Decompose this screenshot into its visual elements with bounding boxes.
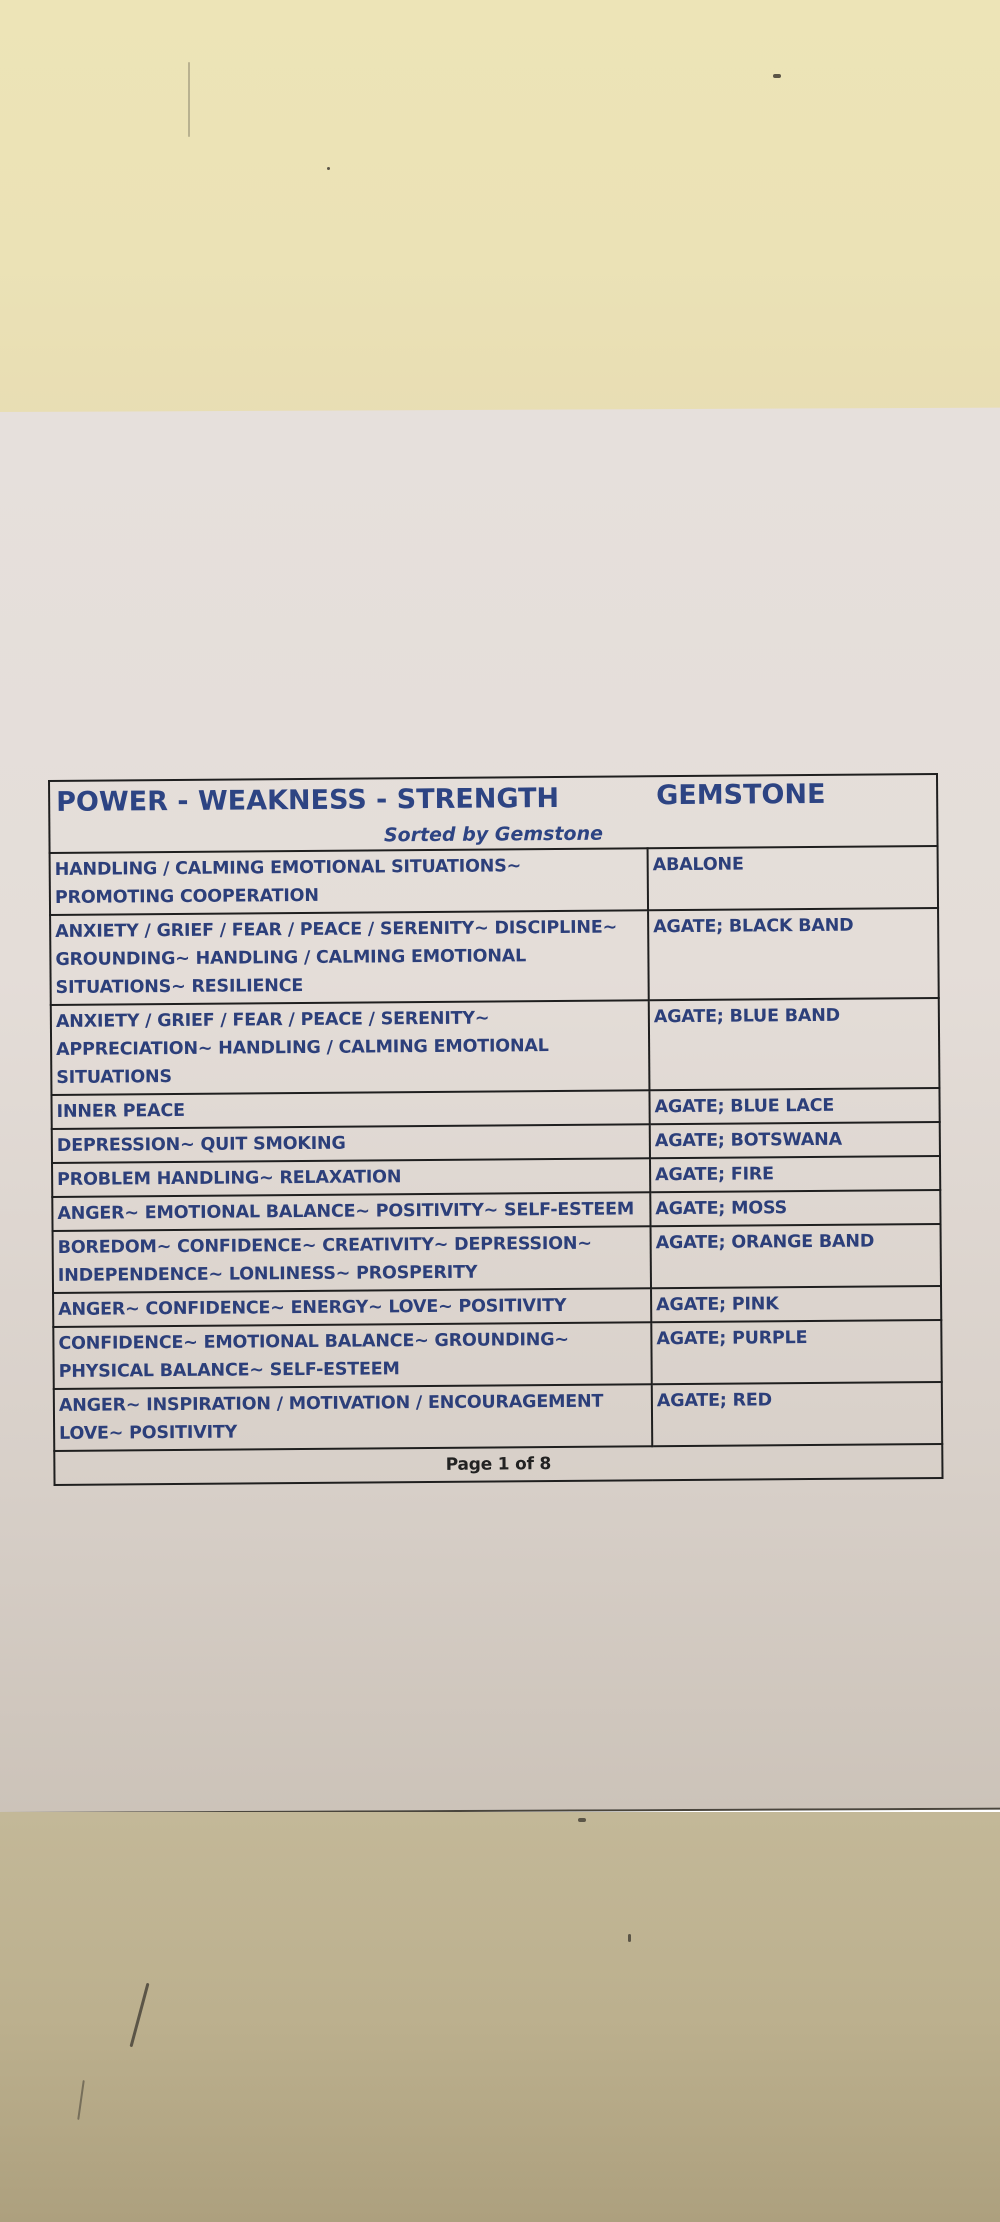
gemstone-column-header: GEMSTONE <box>656 778 826 812</box>
page-number: Page 1 of 8 <box>54 1444 942 1485</box>
attributes-cell: HANDLING / CALMING EMOTIONAL SITUATIONS~ PROMOTING COOPERATION <box>50 848 648 915</box>
table-row <box>53 1320 941 1389</box>
gemstone-cell: ABALONE <box>648 846 938 910</box>
gemstone-table <box>48 773 944 1486</box>
gemstone-document <box>48 773 942 1486</box>
attributes-cell: ANXIETY / GRIEF / FEAR / PEACE / SERENITY~ DISCIPLINE~ GROUNDING~ HANDLING / CALMING EMOTIONAL SITUATIONS~ RESILIENCE <box>50 910 649 1005</box>
attributes-cell: ANGER~ INSPIRATION / MOTIVATION / ENCOURAGEMENT LOVE~ POSITIVITY <box>54 1384 652 1451</box>
document-subtitle: Sorted by Gemstone <box>383 822 604 847</box>
table-row <box>53 1224 941 1293</box>
gemstone-cell: AGATE; PURPLE <box>651 1320 941 1384</box>
table-row <box>51 998 940 1095</box>
gemstone-cell: AGATE; PINK <box>651 1286 941 1322</box>
wall-speck <box>188 62 190 137</box>
table-row <box>54 1382 942 1451</box>
header-row <box>49 774 938 853</box>
attributes-cell: INNER PEACE <box>51 1090 649 1129</box>
attributes-cell: DEPRESSION~ QUIT SMOKING <box>52 1124 650 1163</box>
document-title: POWER - WEAKNESS - STRENGTH <box>56 782 560 818</box>
wall-speck <box>327 167 330 170</box>
surface-speck <box>578 1818 586 1822</box>
gemstone-cell: AGATE; BLACK BAND <box>648 908 939 1000</box>
attributes-cell: PROBLEM HANDLING~ RELAXATION <box>52 1158 650 1197</box>
wall-speck <box>773 74 781 78</box>
gemstone-cell: AGATE; ORANGE BAND <box>651 1224 941 1288</box>
table-row <box>50 908 939 1005</box>
attributes-cell: BOREDOM~ CONFIDENCE~ CREATIVITY~ DEPRESSION~ INDEPENDENCE~ LONLINESS~ PROSPERITY <box>53 1226 651 1293</box>
gemstone-cell: AGATE; BLUE BAND <box>649 998 940 1090</box>
attributes-cell: CONFIDENCE~ EMOTIONAL BALANCE~ GROUNDING~ PHYSICAL BALANCE~ SELF-ESTEEM <box>53 1322 651 1389</box>
background-surface <box>0 1812 1000 2222</box>
attributes-cell: ANXIETY / GRIEF / FEAR / PEACE / SERENITY~ APPRECIATION~ HANDLING / CALMING EMOTIONAL SITUATIONS <box>51 1000 650 1095</box>
gemstone-cell: AGATE; MOSS <box>650 1190 940 1226</box>
header-cell <box>49 774 938 853</box>
surface-speck <box>628 1934 631 1942</box>
attributes-cell: ANGER~ EMOTIONAL BALANCE~ POSITIVITY~ SELF-ESTEEM <box>52 1192 650 1231</box>
table-row <box>50 846 938 915</box>
background-wall <box>0 0 1000 430</box>
gemstone-cell: AGATE; BOTSWANA <box>650 1122 940 1158</box>
footer-row <box>54 1444 942 1485</box>
gemstone-cell: AGATE; BLUE LACE <box>649 1088 939 1124</box>
attributes-cell: ANGER~ CONFIDENCE~ ENERGY~ LOVE~ POSITIVITY <box>53 1288 651 1327</box>
gemstone-cell: AGATE; FIRE <box>650 1156 940 1192</box>
gemstone-cell: AGATE; RED <box>652 1382 942 1446</box>
